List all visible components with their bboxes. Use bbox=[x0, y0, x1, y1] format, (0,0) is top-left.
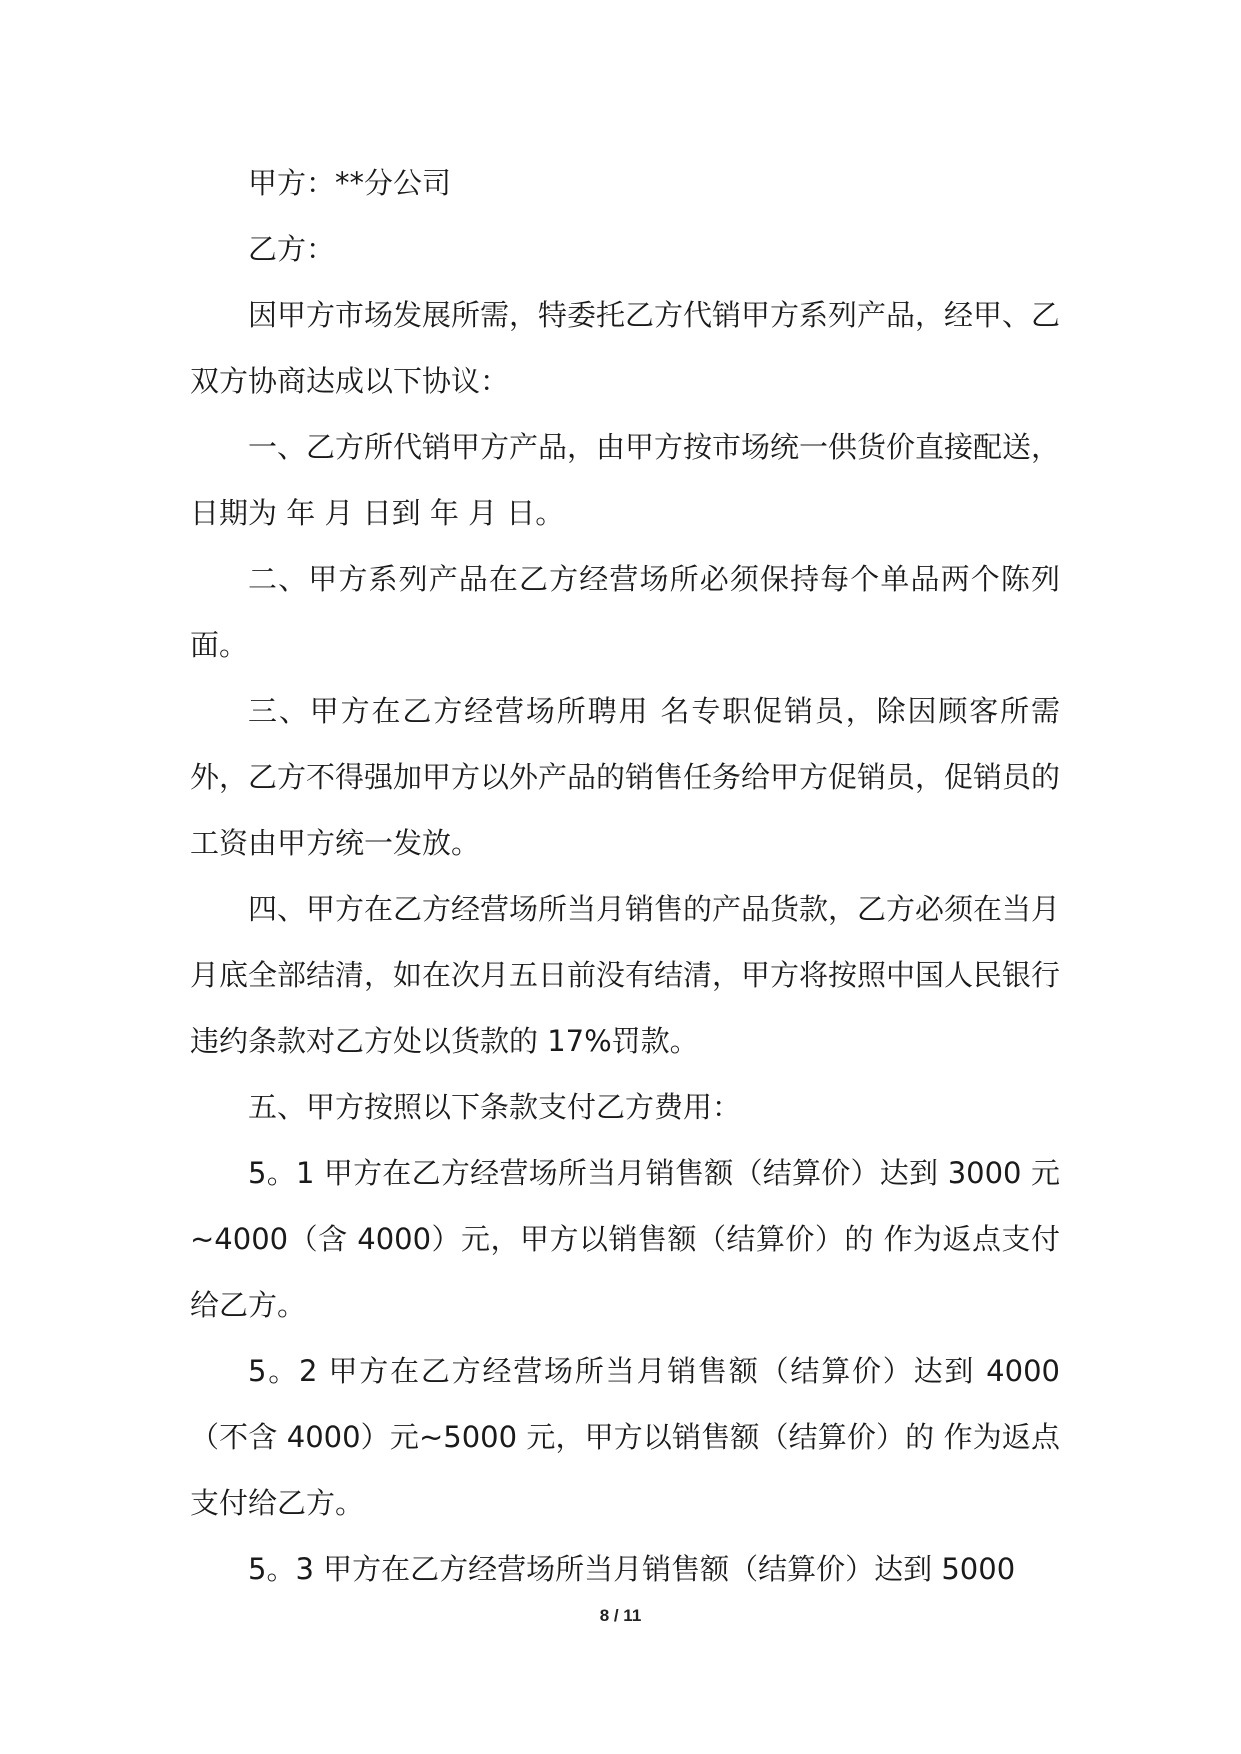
clause-3: 三、甲方在乙方经营场所聘用 名专职促销员，除因顾客所需外，乙方不得强加甲方以外产品的销售任务给甲方促销员，促销员的工资由甲方统一发放。 bbox=[190, 694, 1061, 860]
clause-4: 四、甲方在乙方经营场所当月销售的产品货款，乙方必须在当月月底全部结清，如在次月五日前没有结清，甲方将按照中国人民银行违约条款对乙方处以货款的 17%罚款。 bbox=[190, 892, 1061, 1058]
clause-5-3: 5。3 甲方在乙方经营场所当月销售额（结算价）达到 5000 bbox=[248, 1552, 1016, 1586]
clause-5-1: 5。1 甲方在乙方经营场所当月销售额（结算价）达到 3000 元~4000（含 4000）元，甲方以销售额（结算价）的 作为返点支付给乙方。 bbox=[190, 1156, 1060, 1322]
party-a-line: 甲方：**分公司 bbox=[248, 166, 452, 200]
clause-5-2: 5。2 甲方在乙方经营场所当月销售额（结算价）达到 4000（不含 4000）元~5000 元，甲方以销售额（结算价）的 作为返点支付给乙方。 bbox=[190, 1354, 1060, 1520]
clause-5: 五、甲方按照以下条款支付乙方费用： bbox=[248, 1090, 742, 1124]
page-number: 8 / 11 bbox=[599, 1606, 642, 1625]
document-body bbox=[190, 150, 1060, 1602]
preamble-paragraph: 因甲方市场发展所需，特委托乙方代销甲方系列产品，经甲、乙双方协商达成以下协议： bbox=[190, 298, 1061, 398]
party-b-line: 乙方： bbox=[248, 232, 336, 266]
clause-2: 二、甲方系列产品在乙方经营场所必须保持每个单品两个陈列面。 bbox=[190, 562, 1060, 662]
clause-1: 一、乙方所代销甲方产品，由甲方按市场统一供货价直接配送，日期为 年 月 日到 年 月 日。 bbox=[190, 430, 1061, 530]
